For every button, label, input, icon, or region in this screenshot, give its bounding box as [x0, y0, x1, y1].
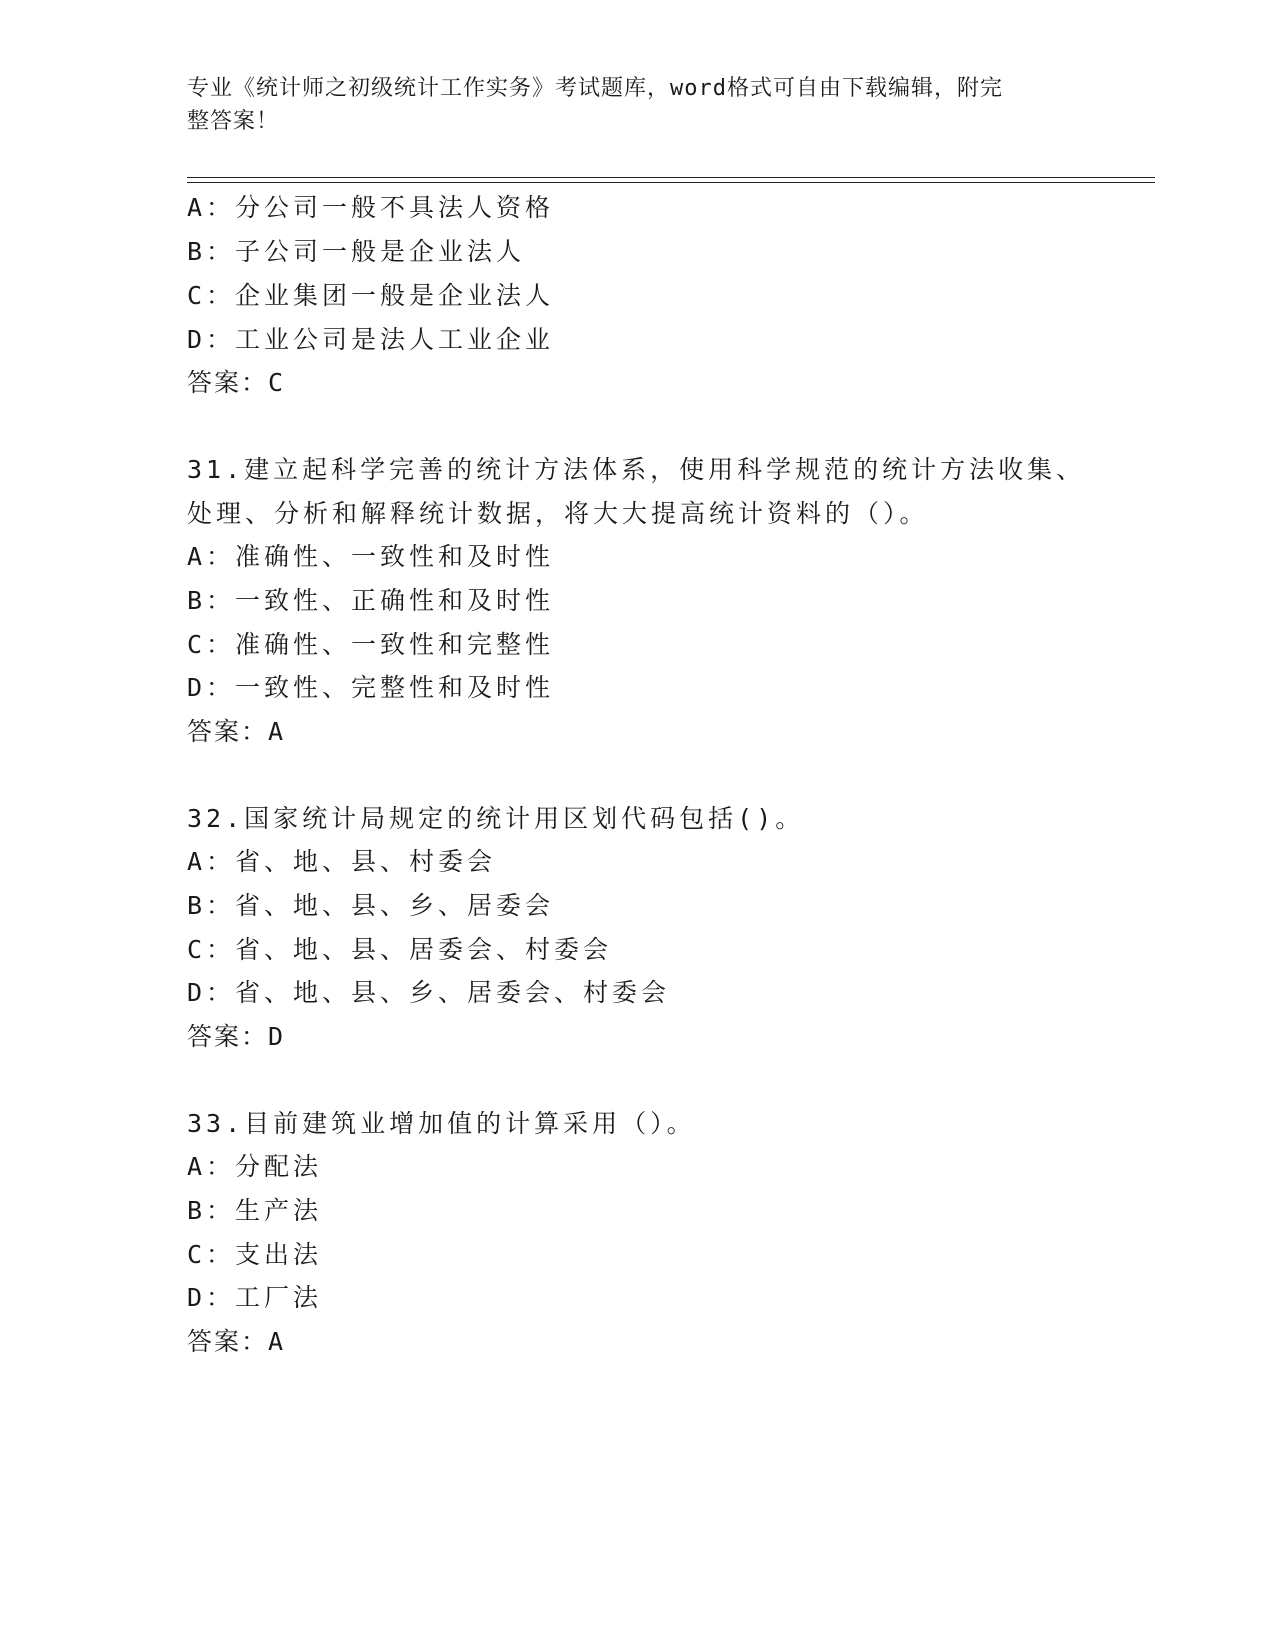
header-divider-bottom	[187, 182, 1155, 183]
q32-option-a: A：省、地、县、村委会	[187, 847, 497, 876]
q33-question: 33.目前建筑业增加值的计算采用（）。	[187, 1109, 696, 1138]
q31-option-c: C：准确性、一致性和完整性	[187, 630, 555, 659]
q32-option-c: C：省、地、县、居委会、村委会	[187, 935, 613, 964]
q30-option-b: B：子公司一般是企业法人	[187, 237, 526, 266]
q33-option-a: A：分配法	[187, 1152, 323, 1181]
q32-option-b: B：省、地、县、乡、居委会	[187, 891, 555, 920]
q30-answer: 答案：C	[187, 368, 286, 397]
q30-option-c: C：企业集团一般是企业法人	[187, 281, 555, 310]
q31-option-b: B：一致性、正确性和及时性	[187, 586, 555, 615]
q32-question: 32.国家统计局规定的统计用区划代码包括()。	[187, 804, 805, 833]
q32-option-d: D：省、地、县、乡、居委会、村委会	[187, 978, 671, 1007]
q33-answer: 答案：A	[187, 1327, 286, 1356]
q33-option-c: C：支出法	[187, 1240, 323, 1269]
q30-option-a: A：分公司一般不具法人资格	[187, 193, 555, 222]
header-line-1: 专业《统计师之初级统计工作实务》考试题库，word格式可自由下载编辑，附完	[187, 76, 1003, 101]
document-header	[187, 72, 1067, 138]
q31-answer: 答案：A	[187, 717, 286, 746]
q31-option-a: A：准确性、一致性和及时性	[187, 542, 555, 571]
header-line-2: 整答案！	[187, 109, 280, 134]
header-divider-top	[187, 177, 1155, 178]
q31-question-line-2: 处理、分析和解释统计数据，将大大提高统计资料的（）。	[187, 499, 929, 528]
q31-option-d: D：一致性、完整性和及时性	[187, 673, 555, 702]
q33-option-b: B：生产法	[187, 1196, 323, 1225]
q31-question-line-1: 31.建立起科学完善的统计方法体系，使用科学规范的统计方法收集、	[187, 455, 1086, 484]
q30-option-d: D：工业公司是法人工业企业	[187, 325, 555, 354]
q33-option-d: D：工厂法	[187, 1283, 323, 1312]
q32-answer: 答案：D	[187, 1022, 286, 1051]
